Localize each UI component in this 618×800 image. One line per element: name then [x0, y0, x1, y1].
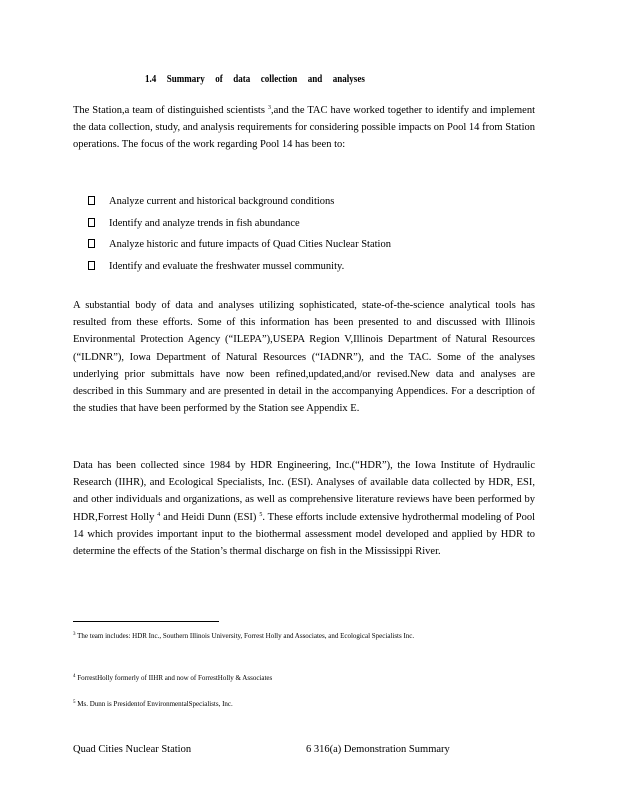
list-item-text: Analyze current and historical background conditions — [109, 196, 335, 207]
footnote-4 — [73, 672, 513, 685]
footer-station-name: Quad Cities Nuclear Station — [73, 744, 192, 755]
bullet-icon — [88, 261, 95, 270]
list-item-text: Identify and evaluate the freshwater mussel community. — [109, 260, 345, 272]
intro-paragraph — [73, 102, 535, 154]
list-item — [88, 215, 391, 237]
footnote-number: 3 — [73, 632, 76, 637]
bullet-icon — [88, 196, 95, 205]
list-item — [88, 258, 391, 280]
list-item-text: Identify and analyze trends in fish abundance — [109, 217, 300, 229]
data-text-part3: . These efforts include extensive hydrothermal modeling of Pool 14 which provides important input to the biothermal assessment model developed and applied by HDR to determine the effects of the Station’s thermal discharge on fish in the Mississippi River. — [73, 511, 536, 558]
footnote-divider — [73, 621, 219, 622]
list-item-text: Analyze historic and future impacts of Quad Cities Nuclear Station — [109, 239, 391, 251]
footnote-3 — [73, 630, 513, 643]
bullet-icon — [88, 218, 95, 227]
footer-document-title: 6 316(a) Demonstration Summary — [306, 744, 450, 755]
intro-text-start: The Station,a team of distinguished scientists — [73, 105, 265, 116]
footnote-ref-3: 3 — [267, 105, 271, 111]
list-item — [88, 236, 391, 258]
data-text-part1: Data has been collected since 1984 by HDR Engineering, Inc.(“HDR”), the Iowa Institute of Hydraulic Research (IIHR), and Ecological Specialists, Inc. (ESI). Analyses of available data collected by HDR, ESI, and other individuals and organizations, as well as comprehensive literature reviews have been performed by HDR,Forrest Holly — [73, 460, 535, 523]
section-heading: 1.4 Summary of data collection and analyses — [145, 73, 365, 85]
goals-list — [88, 193, 391, 279]
footnote-ref-4: 4 — [157, 511, 161, 518]
footnote-ref-5: 5 — [259, 511, 263, 518]
data-collection-paragraph — [73, 457, 535, 560]
footnote-number: 5 — [73, 700, 76, 705]
footnote-5 — [73, 698, 513, 711]
footnote-text: Ms. Dunn is Presidentof EnvironmentalSpecialists, Inc. — [77, 700, 233, 708]
analysis-paragraph: A substantial body of data and analyses utilizing sophisticated, state-of-the-science analytical tools has resulted from these efforts. Some of this information has been presented to and discussed with Illinois Environmental Protection Agency (“ILEPA”),USEPA Region V,Illinois Department of Natural Resources (“ILDNR”), Iowa Department of Natural Resources (“IADNR”), and the TAC. Some of the analyses underlying prior submittals have now been refined,updated,and/or revised.New data and analyses are described in this Summary and are presented in detail in the accompanying Appendices. For a description of the studies that have been performed by the Station see Appendix E. — [73, 300, 535, 415]
footnote-text: The team includes: HDR Inc., Southern Illinois University, Forrest Holly and Associates, and Ecological Specialists Inc. — [77, 632, 415, 640]
bullet-icon — [88, 239, 95, 248]
intro-text-end: ,and the TAC have worked together to identify and implement the data collection, study, and analysis requirements for considering possible impacts on Pool 14 from Station operations. The focus of the work regarding Pool 14 has been to: — [73, 105, 536, 151]
data-text-part2: and Heidi Dunn (ESI) — [160, 511, 257, 523]
footnote-text: ForrestHolly formerly of IIHR and now of ForrestHolly & Associates — [77, 674, 273, 682]
list-item — [88, 193, 391, 215]
footnote-number: 4 — [73, 674, 76, 679]
